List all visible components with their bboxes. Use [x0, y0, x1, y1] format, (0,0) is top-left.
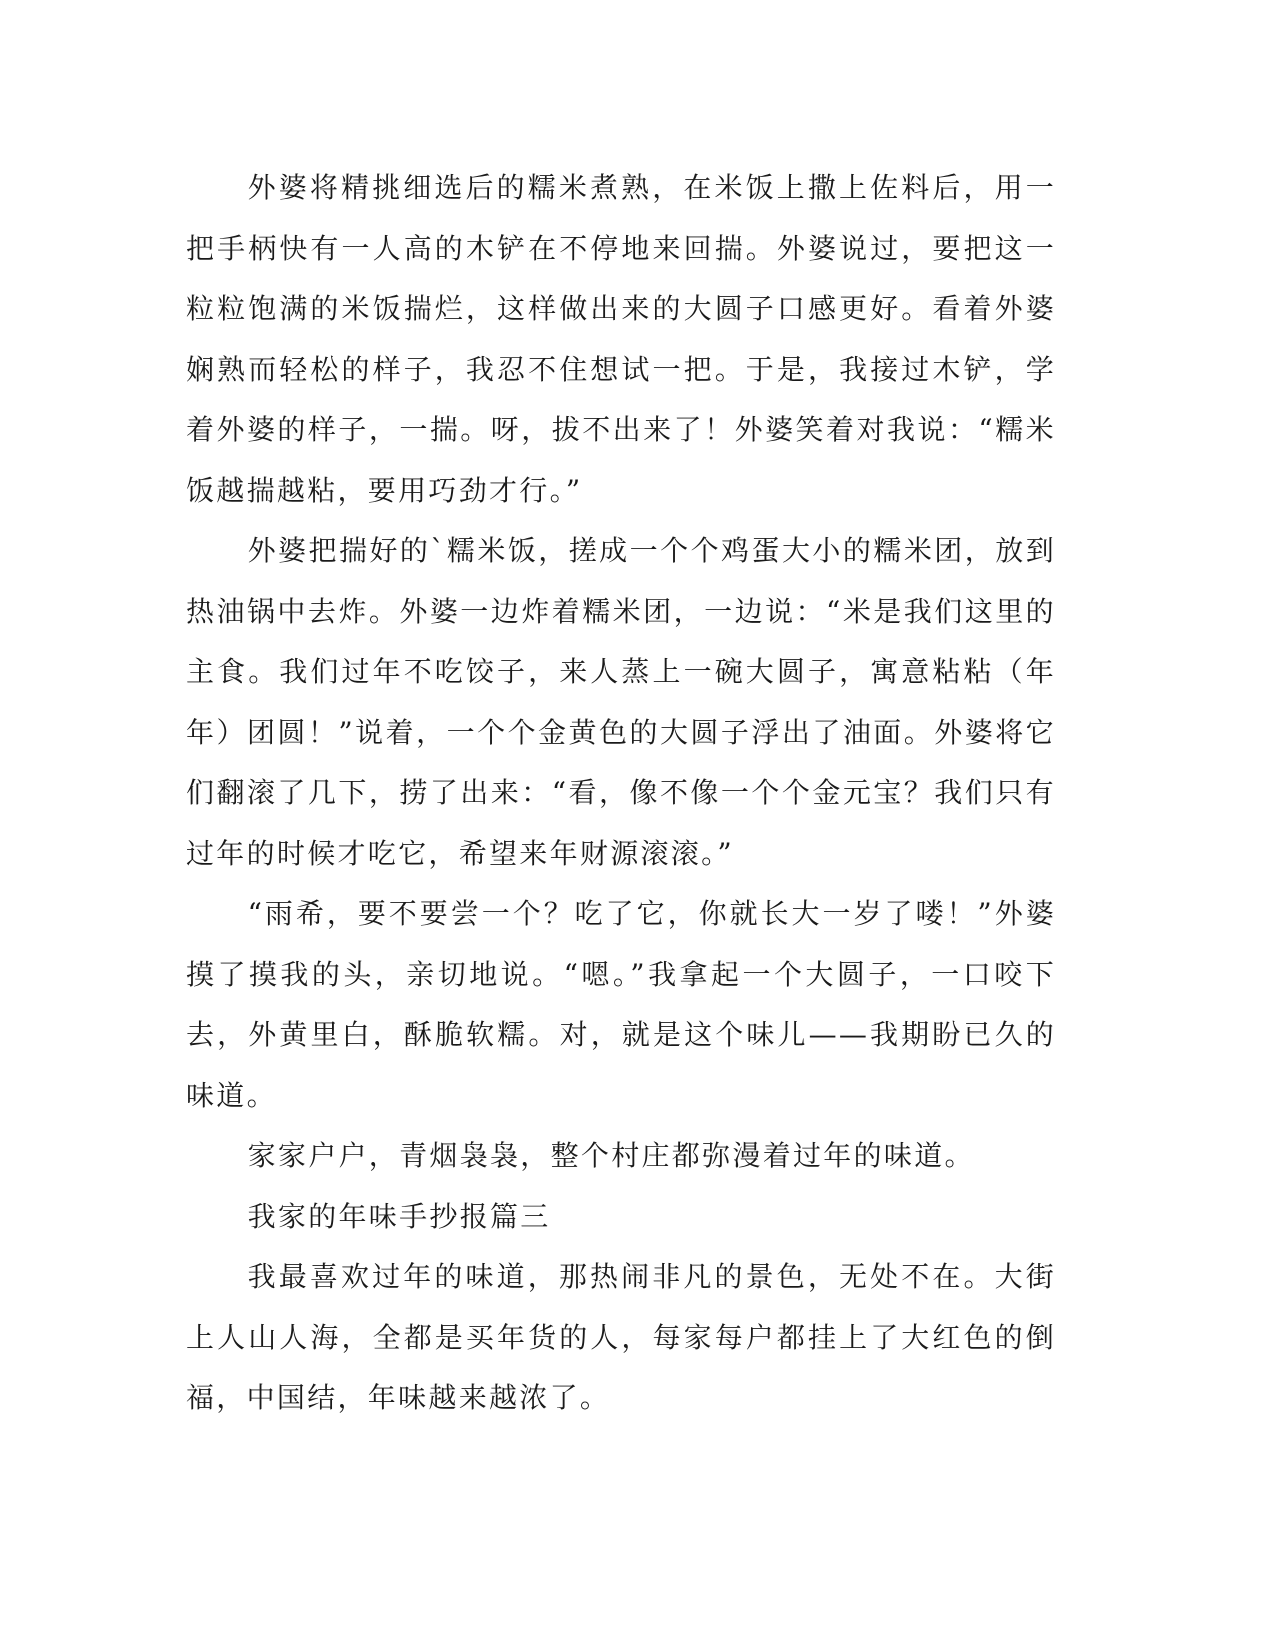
paragraph-5: 我最喜欢过年的味道，那热闹非凡的景色，无处不在。大街上人山人海，全都是买年货的人，每家每户都挂上了大红色的倒福，中国结，年味越来越浓了。 — [186, 1260, 1056, 1414]
paragraph-1: 外婆将精挑细选后的糯米煮熟，在米饭上撒上佐料后，用一把手柄快有一人高的木铲在不停地来回揣。外婆说过，要把这一粒粒饱满的米饭揣烂，这样做出来的大圆子口感更好。看着外婆娴熟而轻松的样子，我忍不住想试一把。于是，我接过木铲，学着外婆的样子，一揣。呀，拔不出来了！外婆笑着对我说：“糯米饭越揣越粘，要用巧劲才行。” — [186, 171, 1056, 507]
paragraph-4: 家家户户，青烟袅袅，整个村庄都弥漫着过年的味道。 — [247, 1139, 975, 1172]
document-body — [186, 158, 1056, 1429]
paragraph-3: “雨希，要不要尝一个？吃了它，你就长大一岁了喽！”外婆摸了摸我的头，亲切地说。“嗯。”我拿起一个大圆子，一口咬下去，外黄里白，酥脆软糯。对，就是这个味儿——我期盼已久的味道。 — [186, 897, 1056, 1112]
paragraph-2: 外婆把揣好的`糯米饭，搓成一个个鸡蛋大小的糯米团，放到热油锅中去炸。外婆一边炸着糯米团，一边说：“米是我们这里的主食。我们过年不吃饺子，来人蒸上一碗大圆子，寓意粘粘（年年）团圆！”说着，一个个金黄色的大圆子浮出了油面。外婆将它们翻滚了几下，捞了出来：“看，像不像一个个金元宝？我们只有过年的时候才吃它，希望来年财源滚滚。” — [186, 534, 1056, 870]
section-heading: 我家的年味手抄报篇三 — [247, 1199, 551, 1233]
